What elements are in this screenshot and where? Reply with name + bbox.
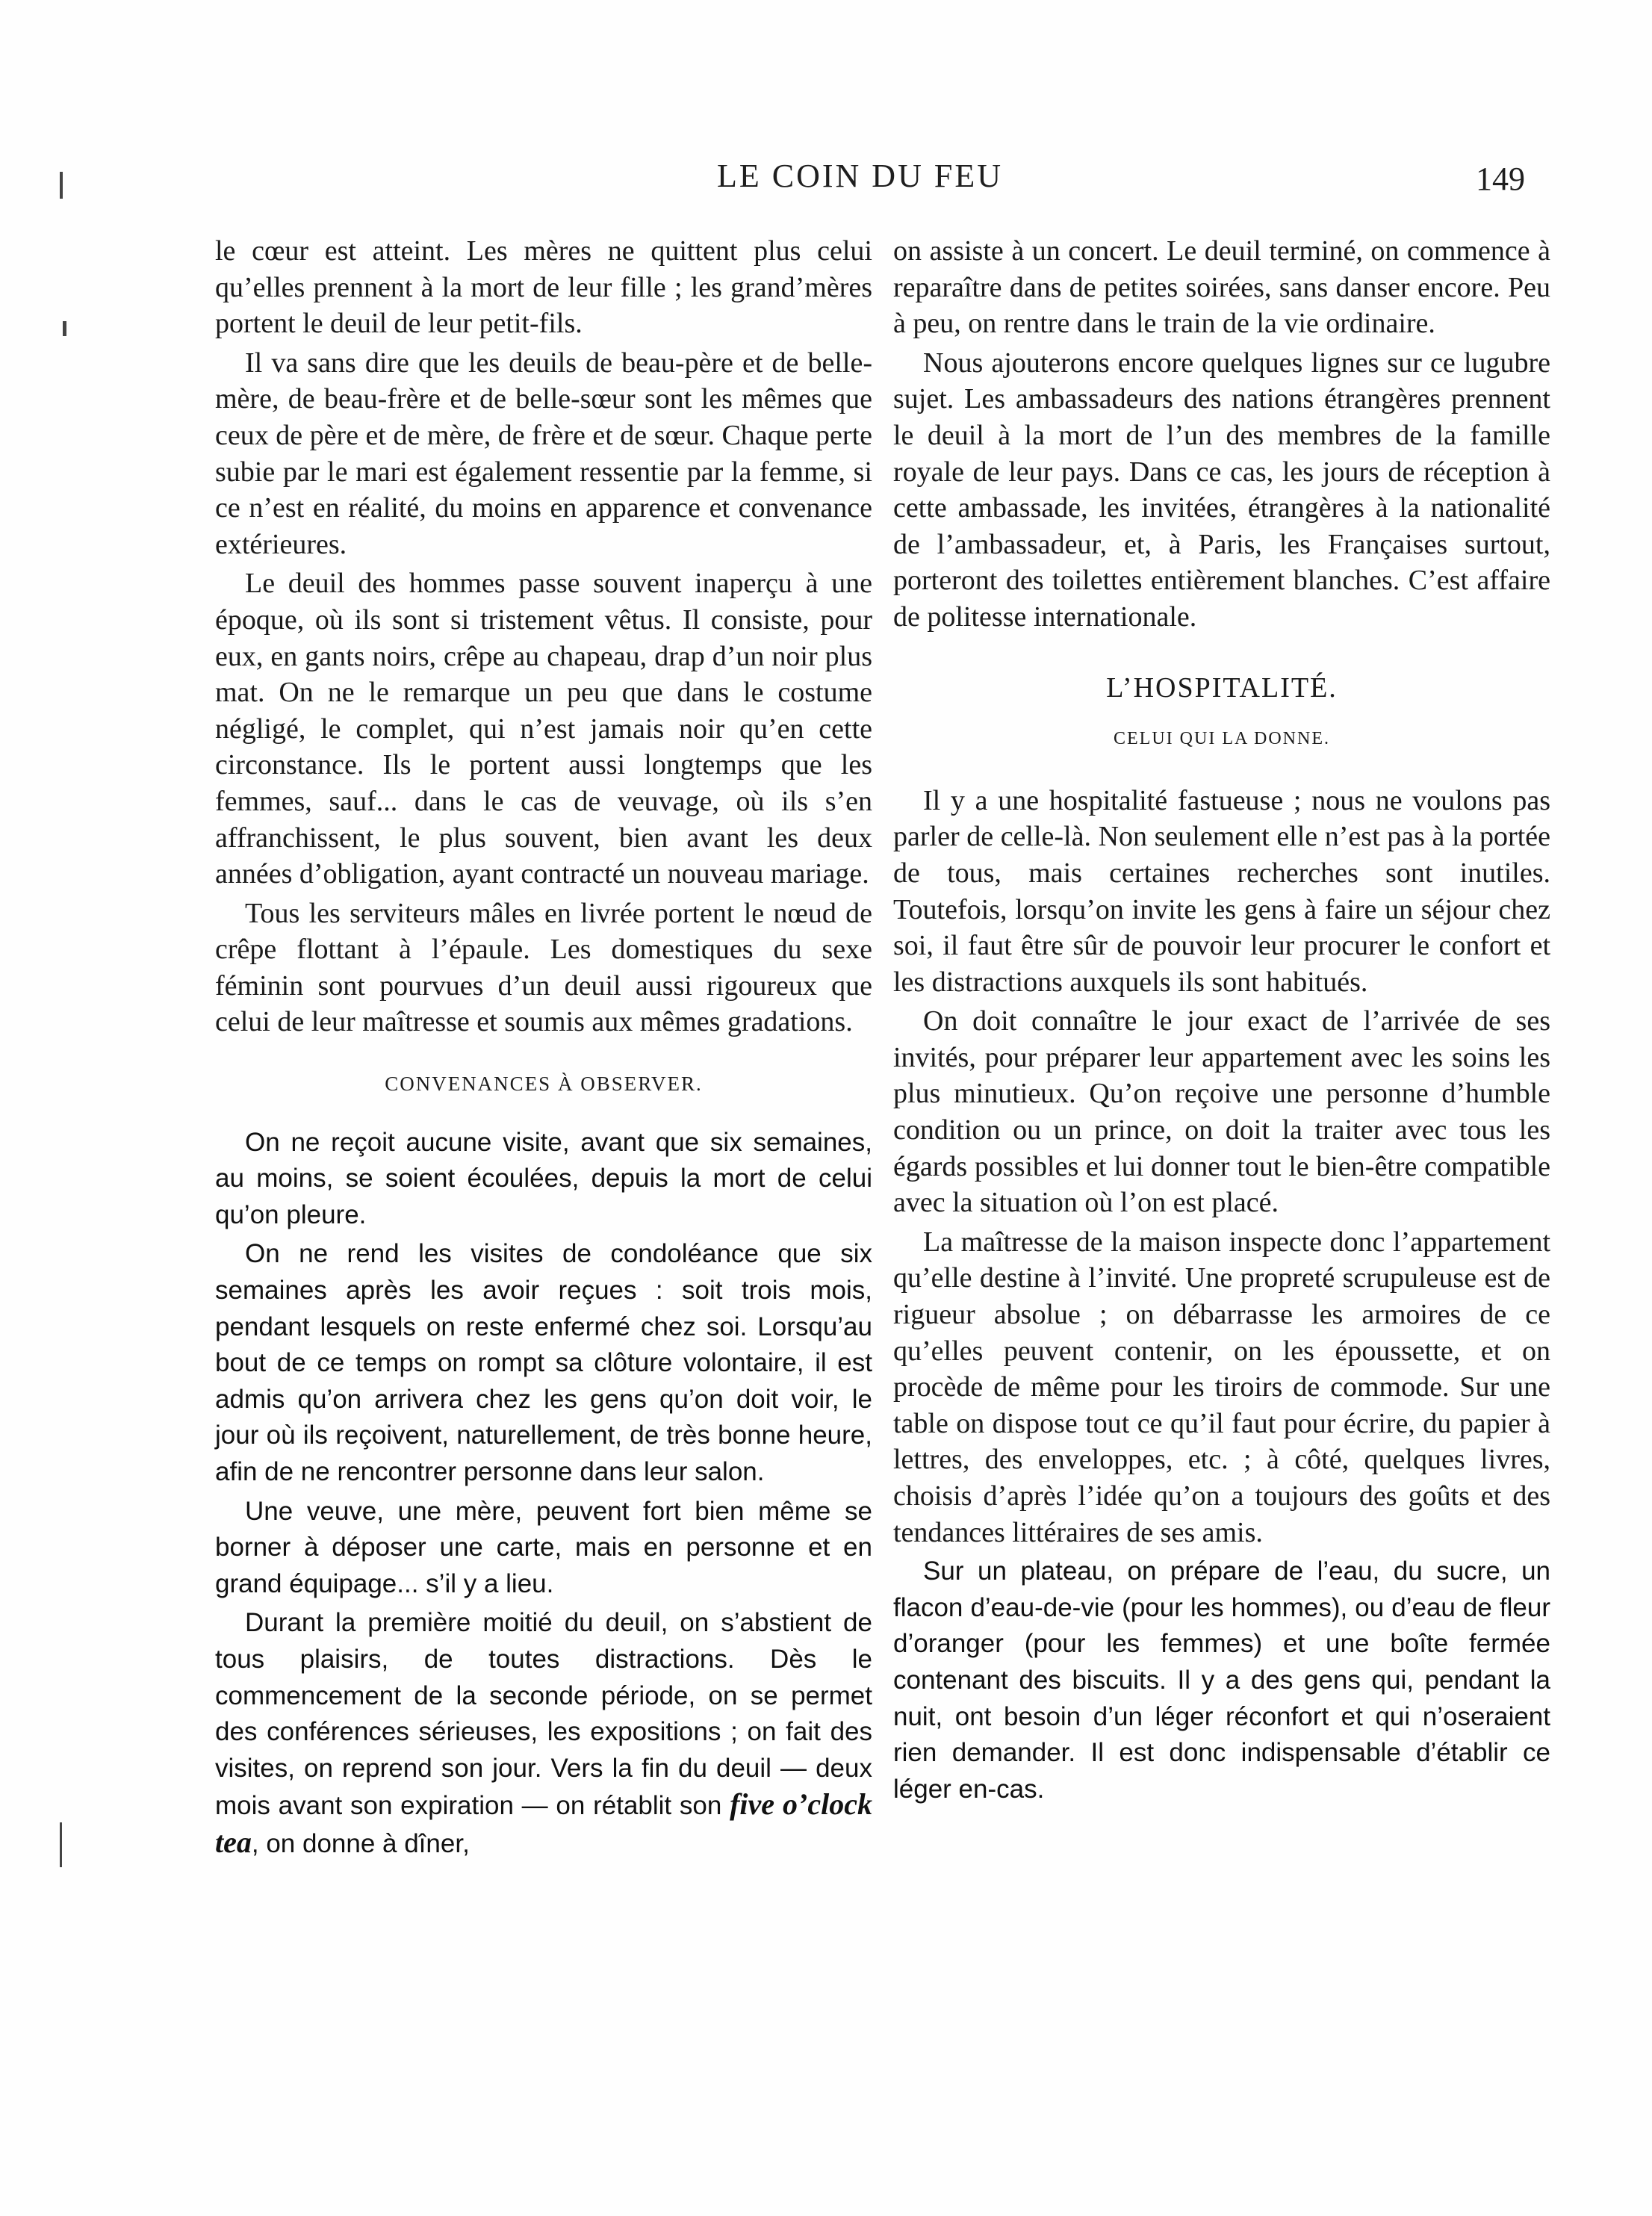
paragraph: Sur un plateau, on prépare de l’eau, du sucre, un flacon d’eau-de-vie (pour les hommes), ou d’eau de fleur d’oranger (pour les femmes) et une boîte fermée contenant des biscuits. Il y a des gens qui, pendant la nuit, ont besoin d’un léger réconfort et qui n’oseraient rien demander. Il est donc indispensable d’établir ce léger en-cas. <box>893 1557 1550 1804</box>
margin-mark <box>63 321 66 336</box>
paragraph: On ne rend les visites de condoléance que six semaines après les avoir reçues : soit trois mois, pendant lesquels on reste enfermé chez soi. Lorsqu’au bout de ce temps on rompt sa clôture volontaire, il est admis qu’on arrivera chez les gens qu’on doit voir, le jour où ils reçoivent, naturellement, de très bonne heure, afin de ne rencontrer personne dans leur salon. <box>215 1239 872 1486</box>
page-number: 149 <box>1476 161 1525 197</box>
paragraph-text: Durant la première moitié du deuil, on s’abstient de tous plaisirs, de toutes distractions. Dès le commencement de la seconde période, on se permet des conférences sérieuses, les expositions ; on fait des visites, on reprend son jour. Vers la fin du deuil — deux mois avant son expiration — on rétablit son <box>215 1608 872 1821</box>
italic-phrase: five o’clock tea <box>215 1787 872 1859</box>
running-title: LE COIN DU FEU <box>717 158 1003 194</box>
margin-mark <box>60 172 63 199</box>
paragraph-with-italic <box>215 1605 872 1862</box>
paragraph-end: , on donne à dîner, <box>251 1828 470 1858</box>
section-heading: L’HOSPITALITÉ. <box>1106 671 1338 704</box>
right-column <box>893 233 1550 1810</box>
paragraph: Il y a une hospitalité fastueuse ; nous ne voulons pas parler de celle-là. Non seulement elle n’est pas à la portée de tous, mais certaines recherches sont inutiles. Toutefois, lorsqu’on invite les gens à faire un séjour chez soi, il faut être sûr de pouvoir leur procurer le confort et les distractions auxquels ils sont habitués. <box>893 784 1550 998</box>
paragraph: Nous ajouterons encore quelques lignes sur ce lugubre sujet. Les ambassadeurs des nations étrangères prennent le deuil à la mort de l’un des membres de la famille royale de leur pays. Dans ce cas, les jours de réception à cette ambassade, les invitées, étrangères à la nationalité de l’ambassadeur, et, à Paris, les Françaises surtout, porteront des toilettes entièrement blanches. C’est affaire de politesse internationale. <box>893 347 1550 633</box>
paragraph: le cœur est atteint. Les mères ne quittent plus celui qu’elles prennent à la mort de leur fille ; les grand’mères portent le deuil de leur petit-fils. <box>215 235 872 340</box>
paragraph: La maîtresse de la maison inspecte donc l’appartement qu’elle destine à l’invité. Une propreté scrupuleuse est de rigueur absolue ; on débarrasse les armoires de ce qu’elles peuvent contenir, on les époussette, et on procède de même pour les tiroirs de commode. Sur une table on dispose tout ce qu’il faut pour écrire, du papier à lettres, des enveloppes, etc. ; à côté, quelques livres, choisis d’après l’idée qu’on a toujours des goûts et des tendances littéraires de ses amis. <box>893 1226 1550 1548</box>
paragraph: On doit connaître le jour exact de l’arrivée de ses invités, pour préparer leur appartement avec les soins les plus minutieux. Qu’on reçoive une personne d’humble condition ou un prince, on doit la traiter avec tous les égards possibles et lui donner tout le bien-être compatible avec la situation où l’on est placé. <box>893 1005 1550 1219</box>
paragraph: on assiste à un concert. Le deuil terminé, on commence à reparaître dans de petites soirées, sans danser encore. Peu à peu, on rentre dans le train de la vie ordinaire. <box>893 235 1550 340</box>
section-subheading: CELUI QUI LA DONNE. <box>1114 729 1330 749</box>
left-column <box>215 233 872 1866</box>
paragraph: On ne reçoit aucune visite, avant que six semaines, au moins, se soient écoulées, depuis la mort de celui qu’on pleure. <box>215 1127 872 1229</box>
paragraph: Il va sans dire que les deuils de beau-père et de belle-mère, de beau-frère et de belle-sœur sont les mêmes que ceux de père et de mère, de frère et de sœur. Chaque perte subie par le mari est également ressentie par la femme, si ce n’est en réalité, du moins en apparence et convenance extérieures. <box>215 347 872 560</box>
paragraph: Une veuve, une mère, peuvent fort bien même se borner à déposer une carte, mais en personne et en grand équipage... s’il y a lieu. <box>215 1496 872 1598</box>
margin-mark <box>60 1822 62 1867</box>
paragraph: Tous les serviteurs mâles en livrée portent le nœud de crêpe flottant à l’épaule. Les domestiques du sexe féminin sont pourvues d’un deuil aussi rigoureux que celui de leur maîtresse et soumis aux mêmes gradations. <box>215 897 872 1038</box>
section-subheading: CONVENANCES À OBSERVER. <box>385 1073 703 1096</box>
paragraph: Le deuil des hommes passe souvent inaperçu à une époque, où ils sont si tristement vêtus. Il consiste, pour eux, en gants noirs, crêpe au chapeau, drap d’un noir plus mat. On ne le remarque un peu que dans le costume négligé, le complet, qui n’est jamais noir qu’en cette circonstance. Ils le portent aussi longtemps que les femmes, sauf... dans le cas de veuvage, où ils s’en affranchissent, le plus souvent, bien avant les deux années d’obligation, ayant contracté un nouveau mariage. <box>215 568 872 890</box>
